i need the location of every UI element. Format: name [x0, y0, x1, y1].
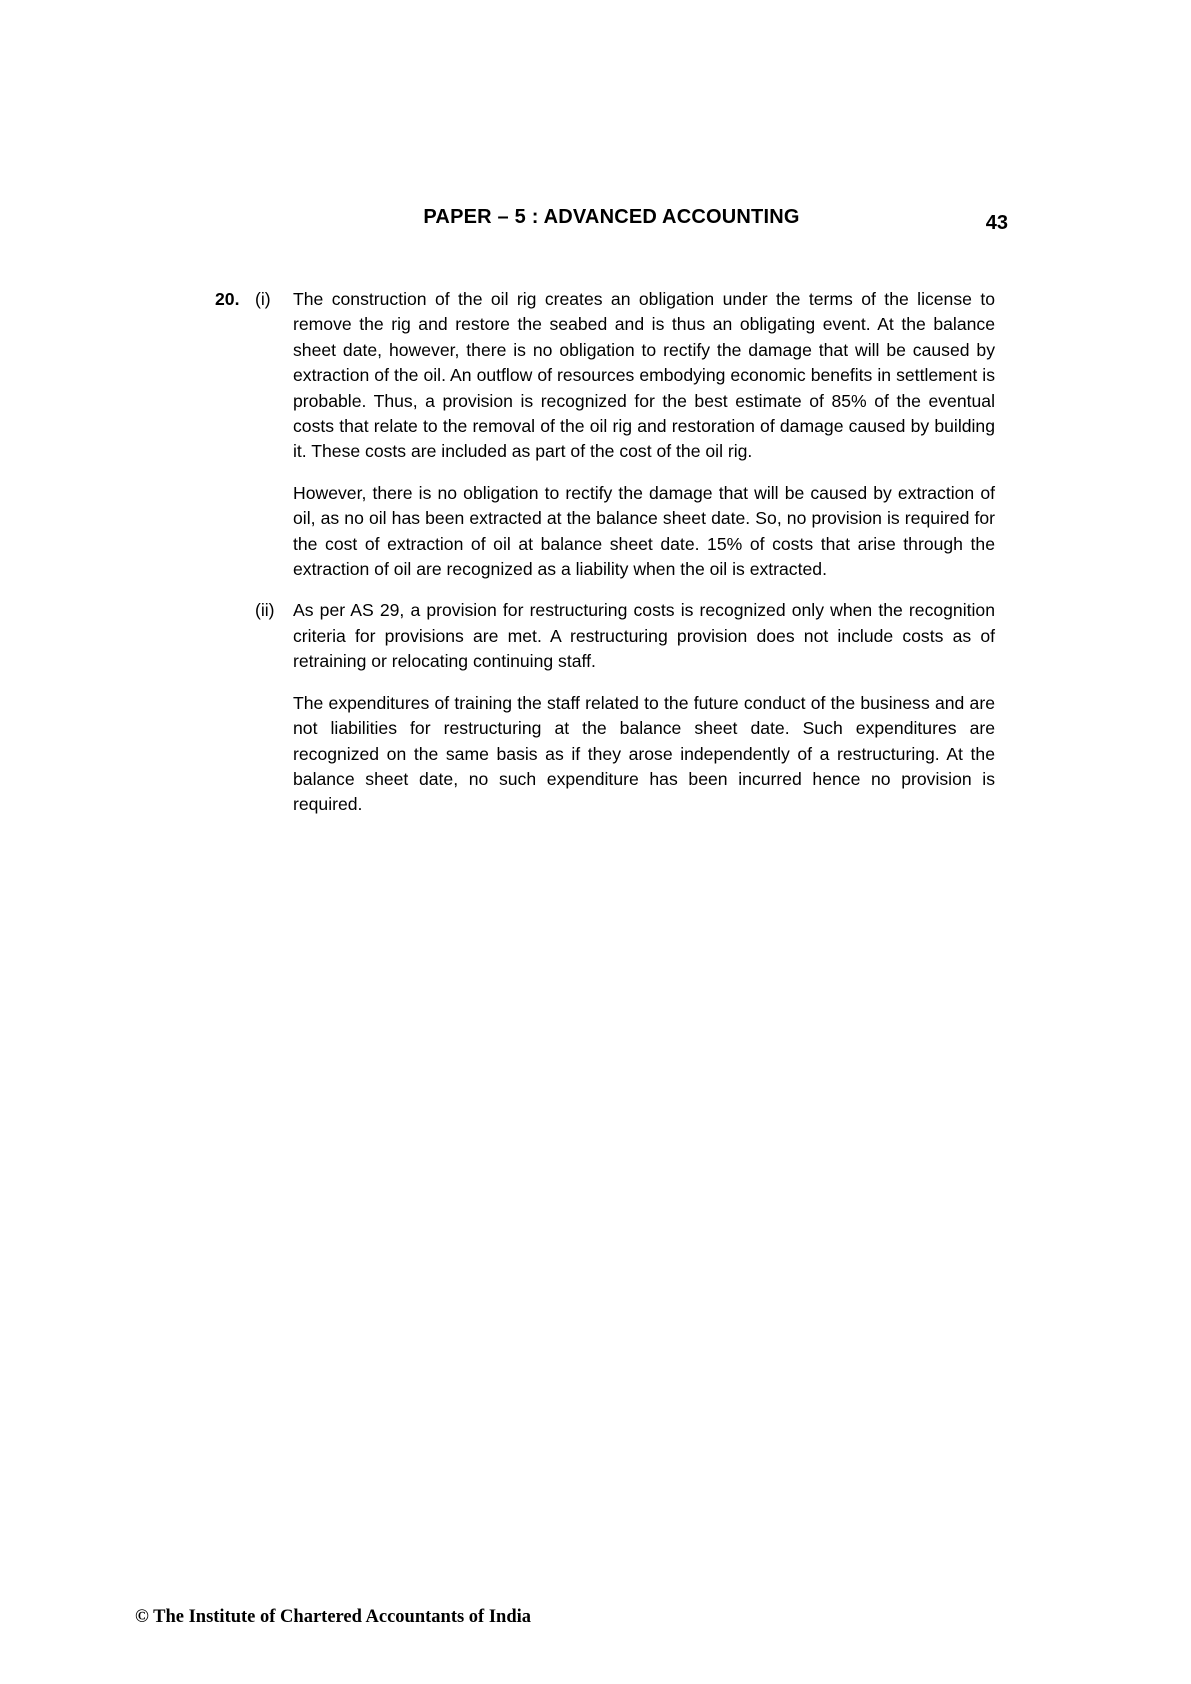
question-part-i [215, 287, 1008, 598]
copyright-notice: © The Institute of Chartered Accountants of India [135, 1607, 532, 1627]
part-ii-content [293, 598, 995, 833]
paragraph: The expenditures of training the staff related to the future conduct of the business and are not liabilities for restructuring at the balance sheet date. Such expenditures are recognized on the same basis as if they arose independently of a restructuring. At the balance sheet date, no such expenditure has been incurred hence no provision is required. [293, 692, 995, 815]
paragraph: As per AS 29, a provision for restructuring costs is recognized only when the recognition criteria for provisions are met. A restructuring provision does not include costs as of retraining or relocating continuing staff. [293, 600, 995, 672]
part-ii-label: (ii) [255, 600, 275, 621]
paragraph: However, there is no obligation to rectify the damage that will be caused by extraction of oil, as no oil has been extracted at the balance sheet date. So, no provision is required for the cost of extraction of oil at balance sheet date. 15% of costs that arise through the extraction of oil are recognized as a liability when the oil is extracted. [293, 482, 995, 580]
part-i-label: (i) [255, 289, 271, 309]
page-title: PAPER – 5 : ADVANCED ACCOUNTING [423, 206, 800, 228]
page-number: 43 [985, 212, 1008, 234]
part-i-content [293, 287, 995, 598]
question-number: 20. [215, 289, 240, 309]
page-footer [135, 1606, 531, 1628]
question-20 [215, 287, 1008, 834]
paragraph: The construction of the oil rig creates an obligation under the terms of the license to remove the rig and restore the seabed and is thus an obligating event. At the balance sheet date, however, there is no obligation to rectify the damage that will be caused by extraction of the oil. An outflow of resources embodying economic benefits in settlement is probable. Thus, a provision is recognized for the best estimate of 85% of the eventual costs that relate to the removal of the oil rig and restoration of damage caused by building it. These costs are included as part of the cost of the oil rig. [293, 289, 995, 462]
question-part-ii [215, 598, 1008, 833]
page-header [215, 205, 1008, 235]
